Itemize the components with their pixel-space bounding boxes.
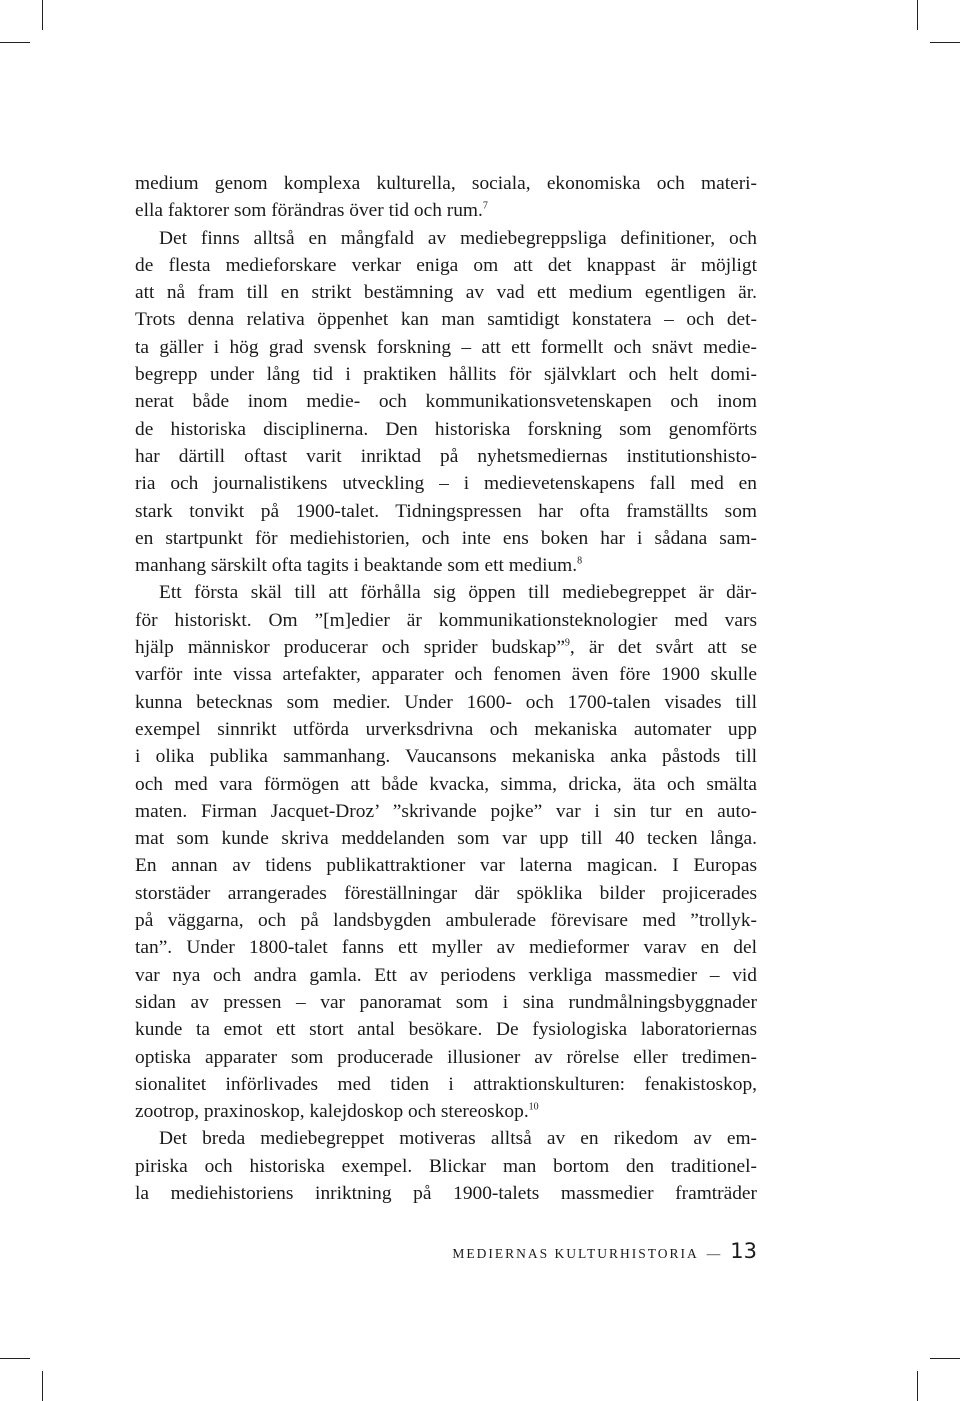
text-line-content: för historiskt. Om ”[m]edier är kommunikationsteknologier med vars	[135, 609, 757, 631]
running-title: MEDIERNAS KULTURHISTORIA	[452, 1246, 699, 1261]
text-line	[135, 579, 757, 606]
text-line-content: har därtill oftast varit inriktad på nyhetsmediernas institutionshisto-	[135, 445, 757, 467]
page-number: 13	[730, 1239, 757, 1263]
footnote-marker: 7	[482, 200, 488, 212]
crop-mark-bottom-left-vertical	[42, 1371, 43, 1401]
crop-mark-top-left-horizontal	[0, 42, 30, 43]
text-line	[135, 197, 757, 224]
text-line-content: de historiska disciplinerna. Den historiska forskning som genomförts	[135, 418, 757, 440]
text-line	[135, 634, 757, 661]
text-line-content: kunna betecknas som medier. Under 1600- och 1700-talen visades till	[135, 691, 757, 713]
crop-mark-top-left-vertical	[42, 0, 43, 30]
text-line-content: sidan av pressen – var panoramat som i sina rundmålningsbyggnader	[135, 991, 757, 1013]
text-line	[135, 1180, 757, 1207]
text-line	[135, 416, 757, 443]
text-line	[135, 225, 757, 252]
text-line-content: varför inte vissa artefakter, apparater och fenomen även före 1900 skulle	[135, 664, 757, 686]
text-line	[135, 907, 757, 934]
text-line	[135, 279, 757, 306]
text-line-tail: , är det svårt att se	[569, 637, 757, 659]
text-line	[135, 880, 757, 907]
text-line-content: mat som kunde skriva meddelanden som var upp till 40 tecken långa.	[135, 828, 757, 850]
text-line-content: Det breda mediebegreppet motiveras alltså av en rikedom av em-	[159, 1128, 757, 1150]
crop-mark-bottom-right-horizontal	[930, 1358, 960, 1359]
text-line-content: medium genom komplexa kulturella, sociala, ekonomiska och materi-	[135, 173, 757, 194]
text-line	[135, 607, 757, 634]
text-line	[135, 1016, 757, 1043]
text-line	[135, 1071, 757, 1098]
text-line	[135, 525, 757, 552]
text-line	[135, 1098, 757, 1125]
text-line-content: sionalitet införlivades med tiden i attraktionskulturen: fenakistoskop,	[135, 1073, 757, 1095]
text-line	[135, 1044, 757, 1071]
text-line	[135, 934, 757, 961]
crop-mark-top-right-vertical	[917, 0, 918, 30]
text-line-content: En annan av tidens publikattraktioner var laterna magican. I Europas	[135, 855, 757, 877]
text-line-content: i olika publika sammanhang. Vaucansons mekaniska anka påstods till	[135, 746, 757, 768]
text-line-content: begrepp under lång tid i praktiken hållits för självklart och helt domi-	[135, 364, 757, 386]
text-line-content: och med vara förmögen att både kvacka, simma, dricka, äta och smälta	[135, 773, 757, 795]
text-line-content: nerat både inom medie- och kommunikationsvetenskapen och inom	[135, 391, 757, 413]
crop-mark-bottom-left-horizontal	[0, 1358, 30, 1359]
crop-mark-top-right-horizontal	[930, 42, 960, 43]
footnote-marker: 9	[564, 637, 570, 649]
text-line	[135, 170, 757, 197]
text-line-content: la mediehistoriens inriktning på 1900-talets massmedier framträder	[135, 1182, 757, 1204]
text-line	[135, 361, 757, 388]
text-line-content: maten. Firman Jacquet-Droz’ ”skrivande pojke” var i sin tur en auto-	[135, 800, 757, 822]
text-line-content: Trots denna relativa öppenhet kan man samtidigt konstatera – och det-	[135, 309, 757, 331]
text-line	[135, 716, 757, 743]
text-line	[135, 1153, 757, 1180]
text-line-content: hjälp människor producerar och sprider budskap”	[135, 637, 565, 659]
text-line	[135, 388, 757, 415]
text-line-content: ella faktorer som förändras över tid och rum.	[135, 200, 483, 222]
text-line-content: på väggarna, och på landsbygden ambulerade förevisare med ”trollyk-	[135, 910, 757, 932]
text-line	[135, 962, 757, 989]
text-line	[135, 470, 757, 497]
text-line-content: att nå fram till en strikt bestämning av vad ett medium egentligen är.	[135, 282, 757, 304]
text-line	[135, 771, 757, 798]
text-line-content: tan”. Under 1800-talet fanns ett myller av medieformer varav en del	[135, 937, 757, 959]
text-line	[135, 498, 757, 525]
text-line	[135, 798, 757, 825]
crop-mark-bottom-right-vertical	[917, 1371, 918, 1401]
text-line	[135, 825, 757, 852]
text-line-content: storstäder arrangerades föreställningar där spöklika bilder projicerades	[135, 882, 757, 904]
text-line-content: de flesta medieforskare verkar eniga om att det knappast är möjligt	[135, 254, 757, 276]
page-footer	[452, 1239, 757, 1263]
text-line	[135, 552, 757, 579]
text-line	[135, 443, 757, 470]
text-line-content: ta gäller i hög grad svensk forskning – att ett formellt och snävt medie-	[135, 336, 757, 358]
text-line	[135, 743, 757, 770]
text-line-content: exempel sinnrikt utförda urverksdrivna och mekaniska automater upp	[135, 718, 757, 740]
text-line-content: piriska och historiska exempel. Blickar man bortom den traditionel-	[135, 1155, 757, 1177]
footnote-marker: 8	[577, 555, 583, 567]
text-line	[135, 689, 757, 716]
footnote-marker: 10	[528, 1101, 539, 1113]
footer-dash: —	[706, 1246, 723, 1261]
text-line-content: ria och journalistikens utveckling – i medievetenskapens fall med en	[135, 473, 757, 495]
text-line	[135, 661, 757, 688]
body-text	[135, 170, 757, 1207]
text-line-content: Ett första skäl till att förhålla sig öppen till mediebegreppet är där-	[159, 582, 757, 604]
text-line	[135, 306, 757, 333]
text-line-content: stark tonvikt på 1900-talet. Tidningspressen har ofta framställts som	[135, 500, 757, 522]
text-line-content: optiska apparater som producerade illusioner av rörelse eller tredimen-	[135, 1046, 757, 1068]
text-line-content: Det finns alltså en mångfald av mediebegreppsliga definitioner, och	[159, 227, 757, 249]
text-line-content: kunde ta emot ett stort antal besökare. De fysiologiska laboratoriernas	[135, 1019, 757, 1041]
text-line	[135, 1125, 757, 1152]
text-line-content: zootrop, praxinoskop, kalejdoskop och stereoskop.	[135, 1101, 529, 1123]
text-line-content: manhang särskilt ofta tagits i beaktande som ett medium.	[135, 555, 578, 577]
text-line	[135, 989, 757, 1016]
text-line-content: var nya och andra gamla. Ett av periodens verkliga massmedier – vid	[135, 964, 757, 986]
text-line	[135, 252, 757, 279]
text-line	[135, 334, 757, 361]
text-line-content: en startpunkt för mediehistorien, och inte ens boken har i sådana sam-	[135, 527, 757, 549]
text-line	[135, 852, 757, 879]
